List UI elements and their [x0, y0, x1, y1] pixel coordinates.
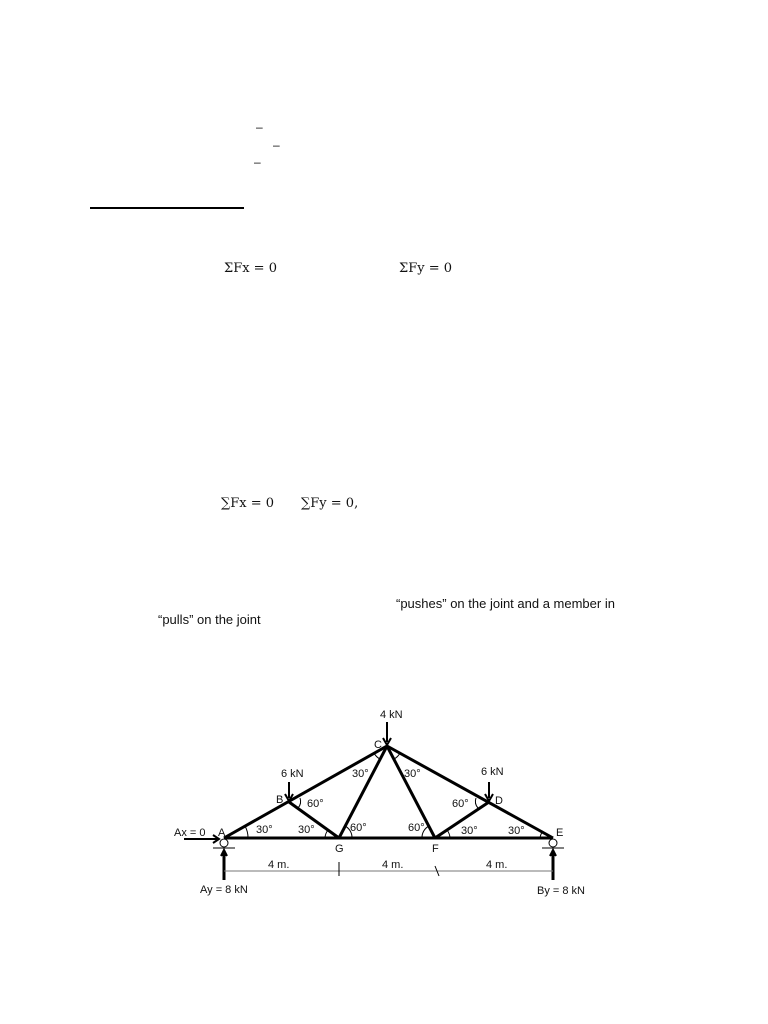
node-a: A [218, 827, 226, 839]
truss-members [224, 746, 553, 838]
text-line: “pulls” on the joint [158, 612, 261, 627]
node-d: D [495, 795, 503, 807]
load-b-label: 6 kN [281, 768, 304, 780]
node-e: E [556, 827, 564, 839]
load-c-label: 4 kN [380, 709, 403, 721]
angle-label: 60° [307, 798, 324, 810]
reaction-ay-label: Ay = 8 kN [200, 884, 248, 896]
reaction-by-label: By = 8 kN [537, 885, 585, 897]
dash-mark: – [273, 138, 280, 152]
text-line: “pushes” on the joint and a member in [396, 596, 615, 611]
node-c: C [374, 739, 382, 751]
angle-label: 30° [461, 825, 478, 837]
equation-sum-fy-2: ∑Fy = 0, [301, 496, 359, 511]
angle-label: 60° [350, 822, 367, 834]
angle-label: 30° [298, 824, 315, 836]
dash-mark: – [256, 120, 263, 134]
span-label: 4 m. [382, 859, 404, 871]
equation-sum-fy: ΣFy = 0 [399, 261, 452, 276]
reaction-ax-label: Ax = 0 [174, 827, 206, 839]
angle-label: 30° [404, 768, 421, 780]
node-b: B [276, 794, 284, 806]
angle-label: 60° [408, 822, 425, 834]
angle-label: 30° [352, 768, 369, 780]
angle-label: 60° [452, 798, 469, 810]
node-f: F [432, 843, 439, 855]
node-g: G [335, 843, 344, 855]
load-d-label: 6 kN [481, 766, 504, 778]
equation-sum-fx: ΣFx = 0 [224, 261, 277, 276]
equation-sum-fx-2: ∑Fx = 0 [221, 496, 275, 511]
angle-label: 30° [508, 825, 525, 837]
span-label: 4 m. [268, 859, 290, 871]
dash-mark: – [254, 155, 261, 169]
span-label: 4 m. [486, 859, 508, 871]
angle-label: 30° [256, 824, 273, 836]
